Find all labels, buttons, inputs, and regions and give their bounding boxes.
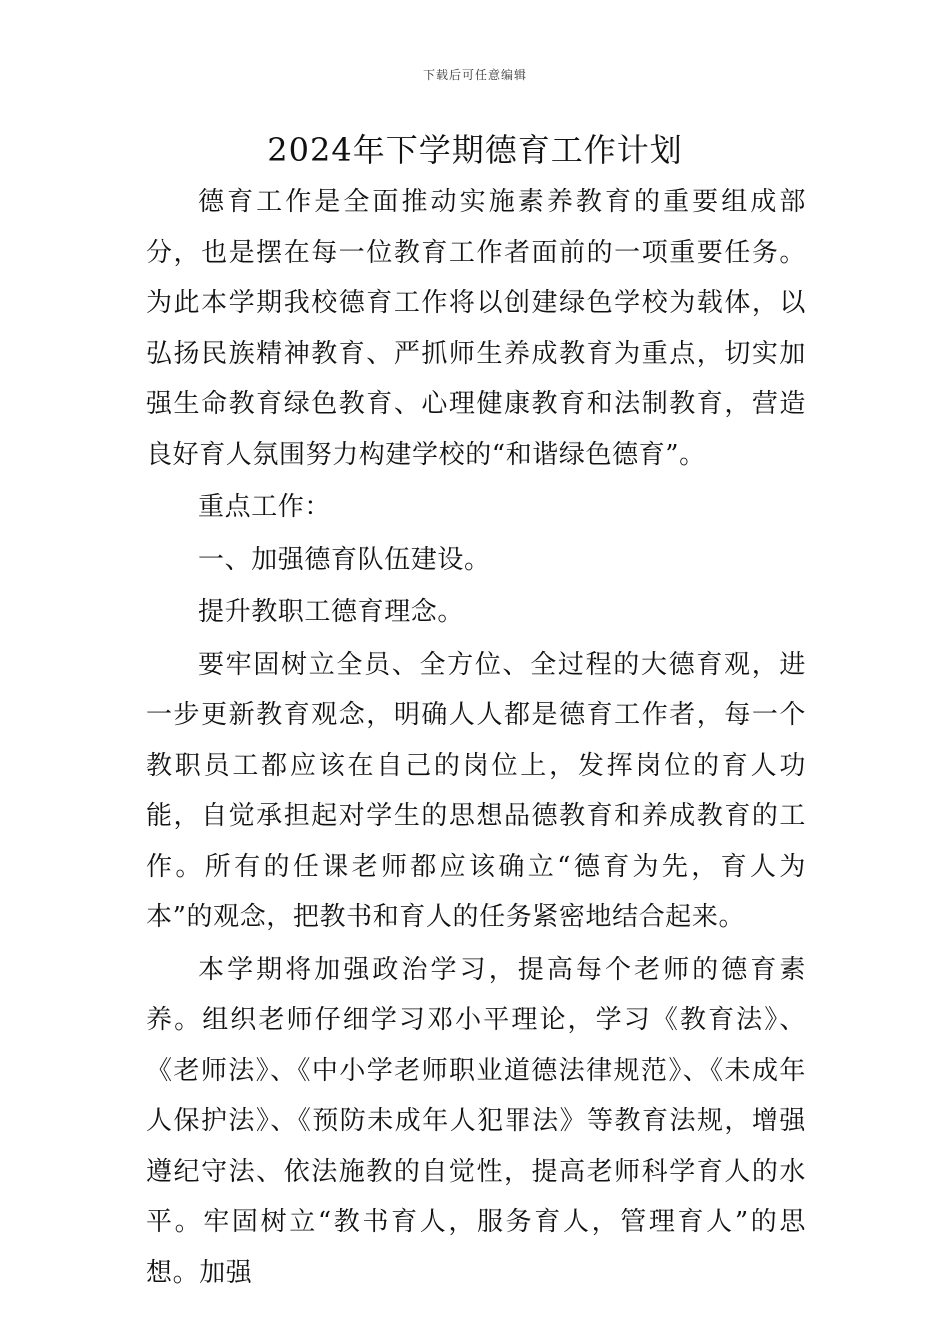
paragraph-subheading: 提升教职工德育理念。 — [198, 597, 465, 627]
document-title: 2024年下学期德育工作计划 — [267, 131, 683, 169]
document-body — [146, 177, 806, 1298]
header-note: 下载后可任意编辑 — [422, 68, 527, 82]
paragraph-political-study: 本学期将加强政治学习，提高每个老师的德育素养。组织老师仔细学习邓小平理论，学习《教育法》、《老师法》、《中小学老师职业道德法律规范》、《未成年人保护法》、《预防未成年人犯罪法》等教育法规，增强遵纪守法、依法施教的自觉性，提高老师科学育人的水平。牢固树立“教书育人，服务育人，管理育人”的思想。加强 — [146, 954, 806, 1288]
paragraph-moral-concept: 要牢固树立全员、全方位、全过程的大德育观，进一步更新教育观念，明确人人都是德育工作者，每一个教职员工都应该在自己的岗位上，发挥岗位的育人功能，自觉承担起对学生的思想品德教育和养成教育的工作。所有的任课老师都应该确立“德育为先，育人为本”的观念，把教书和育人的任务紧密地结合起来。 — [146, 649, 806, 932]
paragraph-key-work-heading: 重点工作： — [198, 492, 332, 522]
paragraph-intro: 德育工作是全面推动实施素养教育的重要组成部分，也是摆在每一位教育工作者面前的一项重要任务。为此本学期我校德育工作将以创建绿色学校为载体，以弘扬民族精神教育、严抓师生养成教育为重点，切实加强生命教育绿色教育、心理健康教育和法制教育，营造良好育人氛围努力构建学校的“和谐绿色德育”。 — [146, 187, 806, 470]
paragraph-section-one-heading: 一、加强德育队伍建设。 — [198, 544, 491, 575]
